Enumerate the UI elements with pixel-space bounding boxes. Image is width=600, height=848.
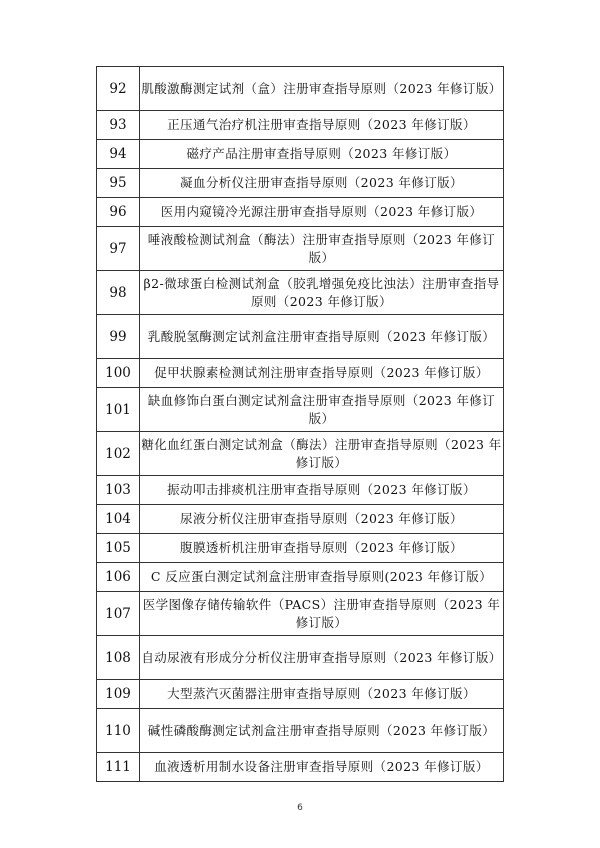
row-number: 105 [97, 534, 140, 563]
row-number: 111 [97, 753, 140, 782]
row-number: 109 [97, 680, 140, 709]
row-number: 106 [97, 563, 140, 592]
table-row [97, 359, 504, 388]
guideline-title: 医用内窥镜冷光源注册审查指导原则（2023 年修订版） [140, 198, 504, 227]
row-number: 103 [97, 476, 140, 505]
guideline-title: 自动尿液有形成分分析仪注册审查指导原则（2023 年修订版） [140, 636, 504, 680]
guideline-title: 乳酸脱氢酶测定试剂盒注册审查指导原则（2023 年修订版） [140, 315, 504, 359]
row-number: 94 [97, 140, 140, 169]
row-number: 99 [97, 315, 140, 359]
guideline-title: 血液透析用制水设备注册审查指导原则（2023 年修订版） [140, 753, 504, 782]
row-number: 108 [97, 636, 140, 680]
table-row [97, 140, 504, 169]
row-number: 96 [97, 198, 140, 227]
guideline-title: 糖化血红蛋白测定试剂盒（酶法）注册审查指导原则（2023 年修订版） [140, 432, 504, 476]
table-row [97, 563, 504, 592]
row-number: 98 [97, 271, 140, 315]
row-number: 95 [97, 169, 140, 198]
table-row [97, 388, 504, 432]
row-number: 107 [97, 592, 140, 636]
table-row [97, 592, 504, 636]
guideline-title: 正压通气治疗机注册审查指导原则（2023 年修订版） [140, 111, 504, 140]
guideline-title: 振动叩击排痰机注册审查指导原则（2023 年修订版） [140, 476, 504, 505]
row-number: 93 [97, 111, 140, 140]
table-row [97, 432, 504, 476]
page-number: 6 [297, 803, 303, 813]
table-row [97, 198, 504, 227]
guideline-table-body [97, 67, 504, 782]
table-row [97, 315, 504, 359]
table-row [97, 534, 504, 563]
table-row [97, 636, 504, 680]
row-number: 92 [97, 67, 140, 111]
row-number: 97 [97, 227, 140, 271]
guideline-title: β2-微球蛋白检测试剂盒（胶乳增强免疫比浊法）注册审查指导原则（2023 年修订版） [140, 271, 504, 315]
guideline-title: 唾液酸检测试剂盒（酶法）注册审查指导原则（2023 年修订版） [140, 227, 504, 271]
table-row [97, 227, 504, 271]
table-row [97, 169, 504, 198]
table-row [97, 680, 504, 709]
table-row [97, 67, 504, 111]
guideline-title: 医学图像存储传输软件（PACS）注册审查指导原则（2023 年修订版） [140, 592, 504, 636]
row-number: 101 [97, 388, 140, 432]
guideline-title: 尿液分析仪注册审查指导原则（2023 年修订版） [140, 505, 504, 534]
guideline-title: 腹膜透析机注册审查指导原则（2023 年修订版） [140, 534, 504, 563]
row-number: 104 [97, 505, 140, 534]
table-row [97, 753, 504, 782]
row-number: 100 [97, 359, 140, 388]
row-number: 102 [97, 432, 140, 476]
guideline-title: 碱性磷酸酶测定试剂盒注册审查指导原则（2023 年修订版） [140, 709, 504, 753]
table-row [97, 111, 504, 140]
table-row [97, 476, 504, 505]
guideline-table [96, 66, 504, 782]
guideline-title: 促甲状腺素检测试剂注册审查指导原则（2023 年修订版） [140, 359, 504, 388]
guideline-title: 凝血分析仪注册审查指导原则（2023 年修订版） [140, 169, 504, 198]
guideline-title: 缺血修饰白蛋白测定试剂盒注册审查指导原则（2023 年修订版） [140, 388, 504, 432]
guideline-title: 大型蒸汽灭菌器注册审查指导原则（2023 年修订版） [140, 680, 504, 709]
guideline-title: 肌酸激酶测定试剂（盒）注册审查指导原则（2023 年修订版） [140, 67, 504, 111]
row-number: 110 [97, 709, 140, 753]
guideline-title: 磁疗产品注册审查指导原则（2023 年修订版） [140, 140, 504, 169]
table-row [97, 271, 504, 315]
table-row [97, 709, 504, 753]
table-row [97, 505, 504, 534]
guideline-title: C 反应蛋白测定试剂盒注册审查指导原则(2023 年修订版） [140, 563, 504, 592]
